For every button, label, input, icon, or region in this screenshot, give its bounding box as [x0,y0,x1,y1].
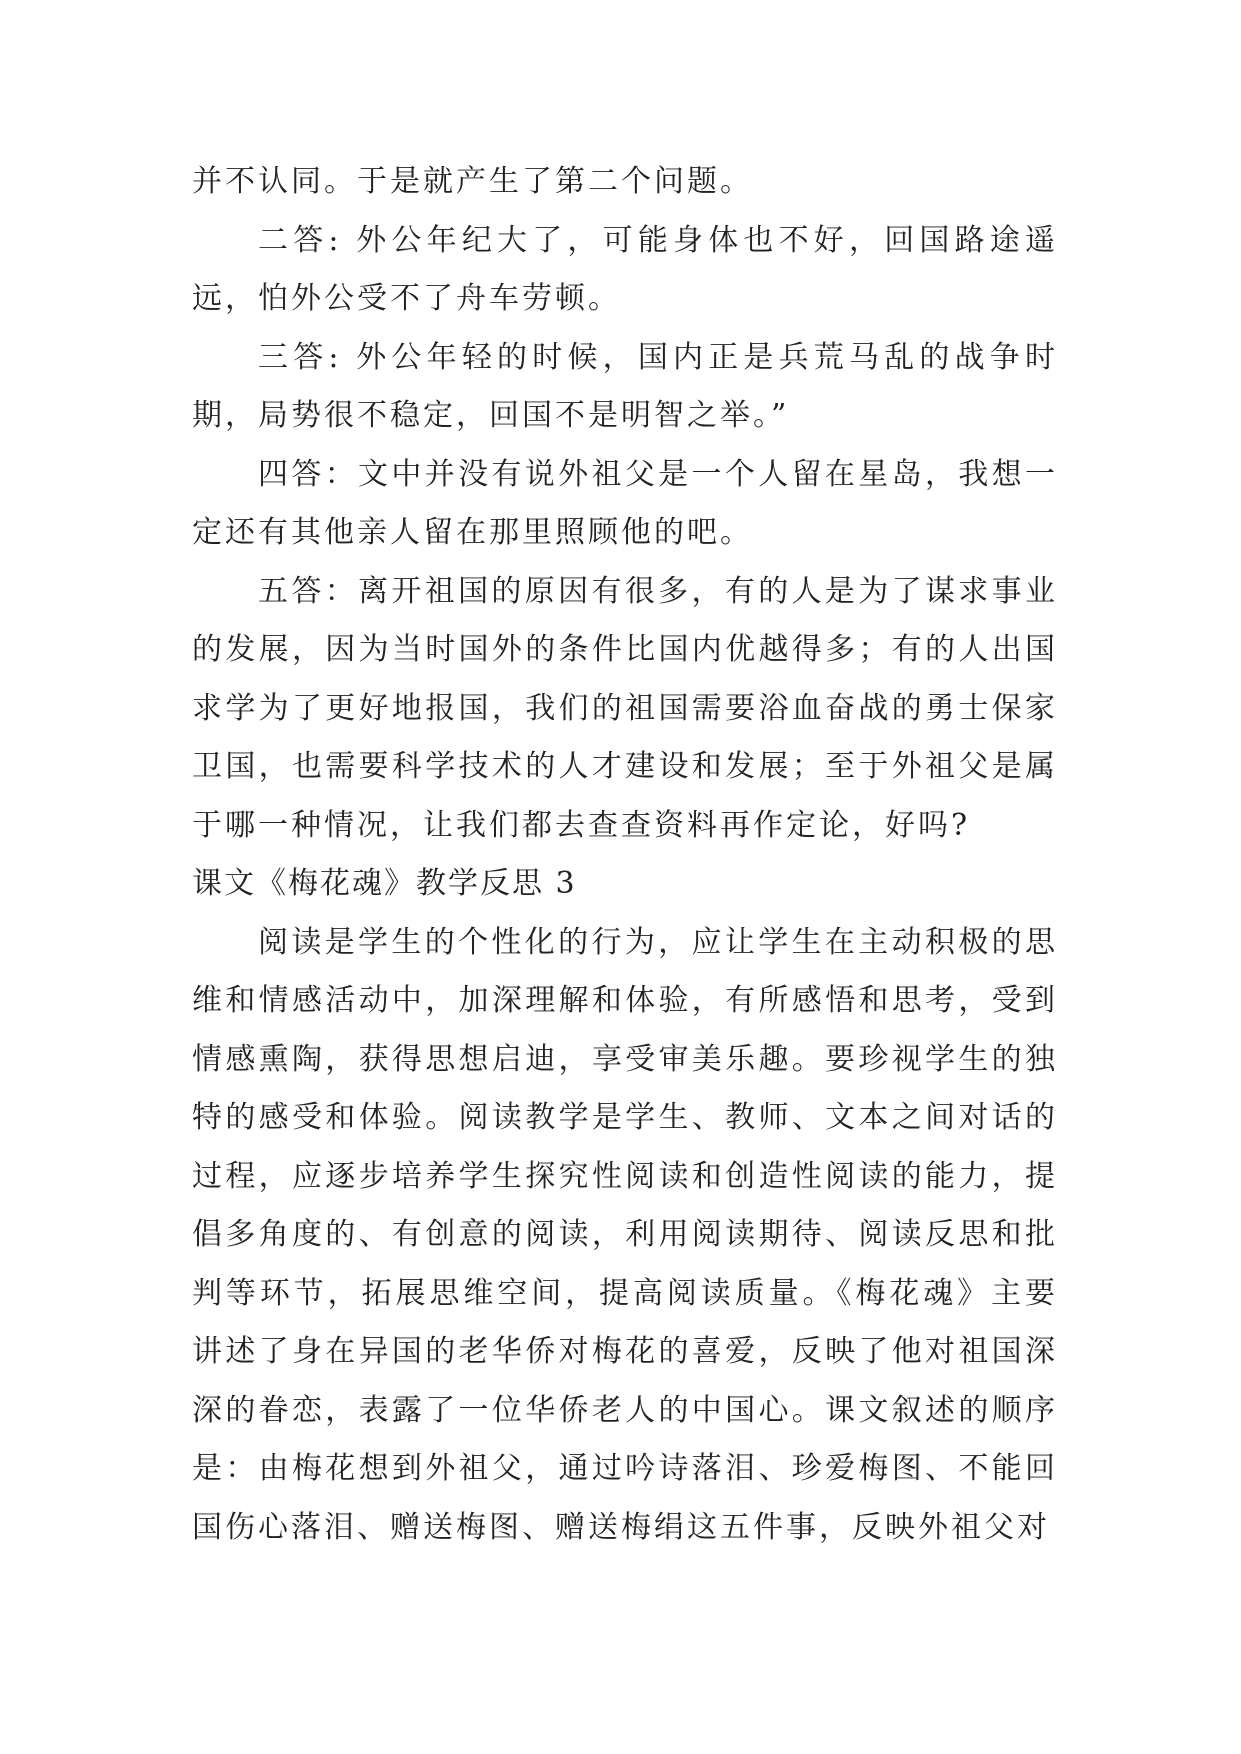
paragraph-answer-four: 四答：文中并没有说外祖父是一个人留在星岛，我想一定还有其他亲人留在那里照顾他的吧。 [192,456,1058,550]
document-body [192,153,1058,1557]
paragraph-reflection: 阅读是学生的个性化的行为，应让学生在主动积极的思维和情感活动中，加深理解和体验，有所感悟和思考，受到情感熏陶，获得思想启迪，享受审美乐趣。要珍视学生的独特的感受和体验。阅读教学是学生、教师、文本之间对话的过程，应逐步培养学生探究性阅读和创造性阅读的能力，提倡多角度的、有创意的阅读，利用阅读期待、阅读反思和批判等环节，拓展思维空间，提高阅读质量。《梅花魂》主要讲述了身在异国的老华侨对梅花的喜爱，反映了他对祖国深深的眷恋，表露了一位华侨老人的中国心。课文叙述的顺序是：由梅花想到外祖父，通过吟诗落泪、珍爱梅图、不能回国伤心落泪、赠送梅图、赠送梅绢这五件事，反映外祖父对 [192,924,1058,1545]
section-heading: 课文《梅花魂》教学反思 3 [192,866,577,901]
paragraph-answer-three: 三答: 外公年轻的时候，国内正是兵荒马乱的战争时期，局势很不稳定，回国不是明智之举。” [192,339,1058,433]
paragraph-continuation: 并不认同。于是就产生了第二个问题。 [192,164,753,199]
paragraph-answer-five: 五答：离开祖国的原因有很多，有的人是为了谋求事业的发展，因为当时国外的条件比国内优越得多；有的人出国求学为了更好地报国，我们的祖国需要浴血奋战的勇士保家卫国，也需要科学技术的人才建设和发展；至于外祖父是属于哪一种情况，让我们都去查查资料再作定论，好吗? [192,573,1058,843]
paragraph-answer-two: 二答: 外公年纪大了，可能身体也不好，回国路途遥远，怕外公受不了舟车劳顿。 [192,222,1058,316]
